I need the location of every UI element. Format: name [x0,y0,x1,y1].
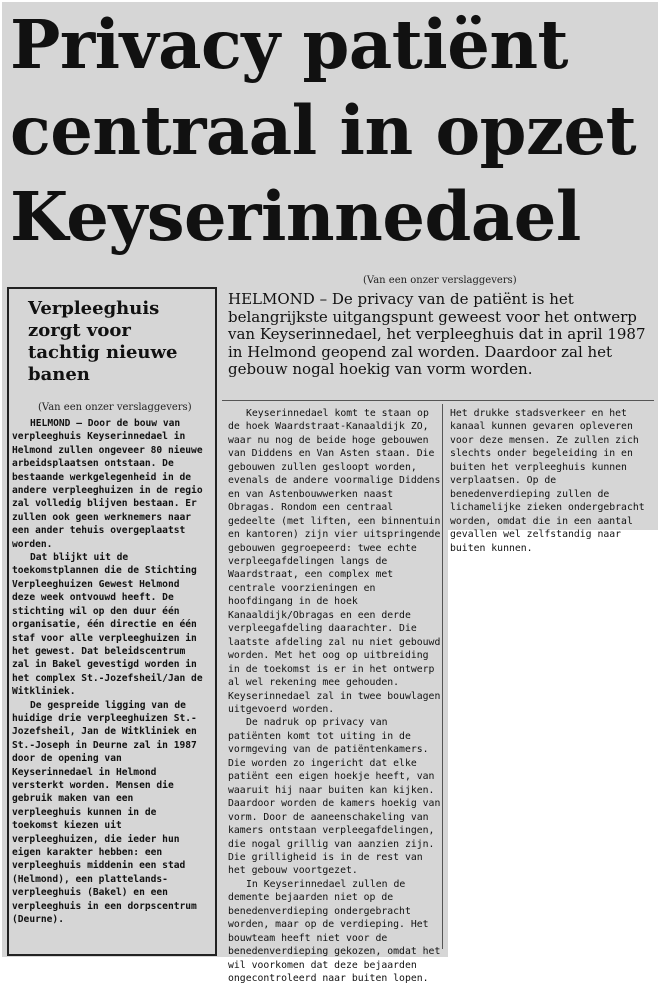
sidebar-headline: Verpleeghuis zorgt voor tachtig nieuwe banen [28,298,178,385]
sidebar-paragraph: De gespreide ligging van de huidige drie verpleeghuizen St.-Jozefsheil, Jan de Witkliniek en St.-Joseph in Deurne zal in 1987 door de opening van Keyserinnedael in Helmond versterkt worden. Mensen die gebruik maken van een verpleeghuis kunnen in de toekomst kiezen uit verpleeghuizen, die ieder hun eigen karakter hebben: een verpleeghuis middenin een stad (Helmond), een plattelands-verpleeghuis (Bakel) en een verpleeghuis in een dorpscentrum (Deurne). [12,699,197,926]
intro-rule [222,400,654,401]
headline: Privacy patiënt centraal in opzet Keyserinnedael [10,5,637,256]
sidebar-paragraph: HELMOND – Door de bouw van verpleeghuis Keyserinnedael in Helmond zullen ongeveer 80 nieuwe arbeidsplaatsen ontstaan. De bestaande werkgelegenheid in de andere verpleeghuizen in de regio zal volledig blijven bestaan. Er zullen ook geen werknemers naar een ander tehuis overgeplaatst worden. [12,418,203,550]
sidebar-paragraph: Dat blijkt uit de toekomstplannen die de Stichting Verpleeghuizen Gewest Helmond deze week ontvouwd heeft. De stichting wil op den duur één organisatie, één directie en één staf voor alle verpleeghuizen in het gewest. Dat beleidscentrum zal in Bakel gevestigd worden in het complex St.-Jozefsheil/Jan de Witkliniek. [12,552,203,698]
clipping-cutout [448,530,660,961]
sidebar-body [12,417,208,926]
article-paragraph: Keyserinnedael komt te staan op de hoek Waardstraat-Kanaaldijk ZO, waar nu nog de beide hoge gebouwen van Diddens en Van Asten staan. Die gebouwen zullen gesloopt worden, evenals de andere voormalige Diddens en van Astenbouwwerken naast Obragas. Rondom een centraal gedeelte (met liften, een binnentuin en kantoren) zijn vier uitspringende gebouwen gegroepeerd: twee echte verpleegafdelingen langs de Waardstraat, een complex met centrale voorzieningen en hoofdingang in de hoek Kanaaldijk/Obragas en een derde verpleegafdeling daarachter. Die laatste afdeling zal nu niet gebouwd worden. Met het oog op uitbreiding in de toekomst is er in het ontwerp al wel rekening mee gehouden. Keyserinnedael zal in twee bouwlagen uitgevoerd worden. [228,408,441,715]
article-paragraph: In Keyserinnedael zullen de demente bejaarden niet op de benedenverdieping ondergebracht worden, maar op de verdieping. Het bouwteam heeft niet voor de benedenverdieping gekozen, omdat het wil voorkomen dat deze bejaarden ongecontroleerd naar buiten lopen. [228,878,441,985]
byline: (Van een onzer verslaggevers) [363,275,517,286]
column-divider [442,404,443,949]
article-column-right [450,407,652,555]
article-intro: HELMOND – De privacy van de patiënt is het belangrijkste uitgangspunt geweest voor het ontwerp van Keyserinnedael, het verpleeghuis dat in april 1987 in Helmond geopend zal worden. Daardoor zal het gebouw nogal hoekig van vorm worden. [228,290,646,378]
sidebar-byline: (Van een onzer verslaggevers) [38,402,192,413]
article-paragraph: Het drukke stadsverkeer en het kanaal kunnen gevaren opleveren voor deze mensen. Ze zullen zich slechts onder begeleiding in en buiten het verpleeghuis kunnen verplaatsen. Op de benedenverdieping zullen de lichamelijke zieken ondergebracht worden, omdat die in een aantal gevallen wel zelfstandig naar buiten kunnen. [450,408,645,554]
article-paragraph: De nadruk op privacy van patiënten komt tot uiting in de vormgeving van de patiëntenkamers. Die worden zo ingericht dat elke patiënt een eigen hoekje heeft, van waaruit hij naar buiten kan kijken. Daardoor worden de kamers hoekig van vorm. Door de aaneenschakeling van kamers ontstaan verpleegafdelingen, die nogal grillig van aanzien zijn. Die grilligheid is in de rest van het gebouw voortgezet. [228,717,441,877]
article-column-middle [228,407,442,985]
